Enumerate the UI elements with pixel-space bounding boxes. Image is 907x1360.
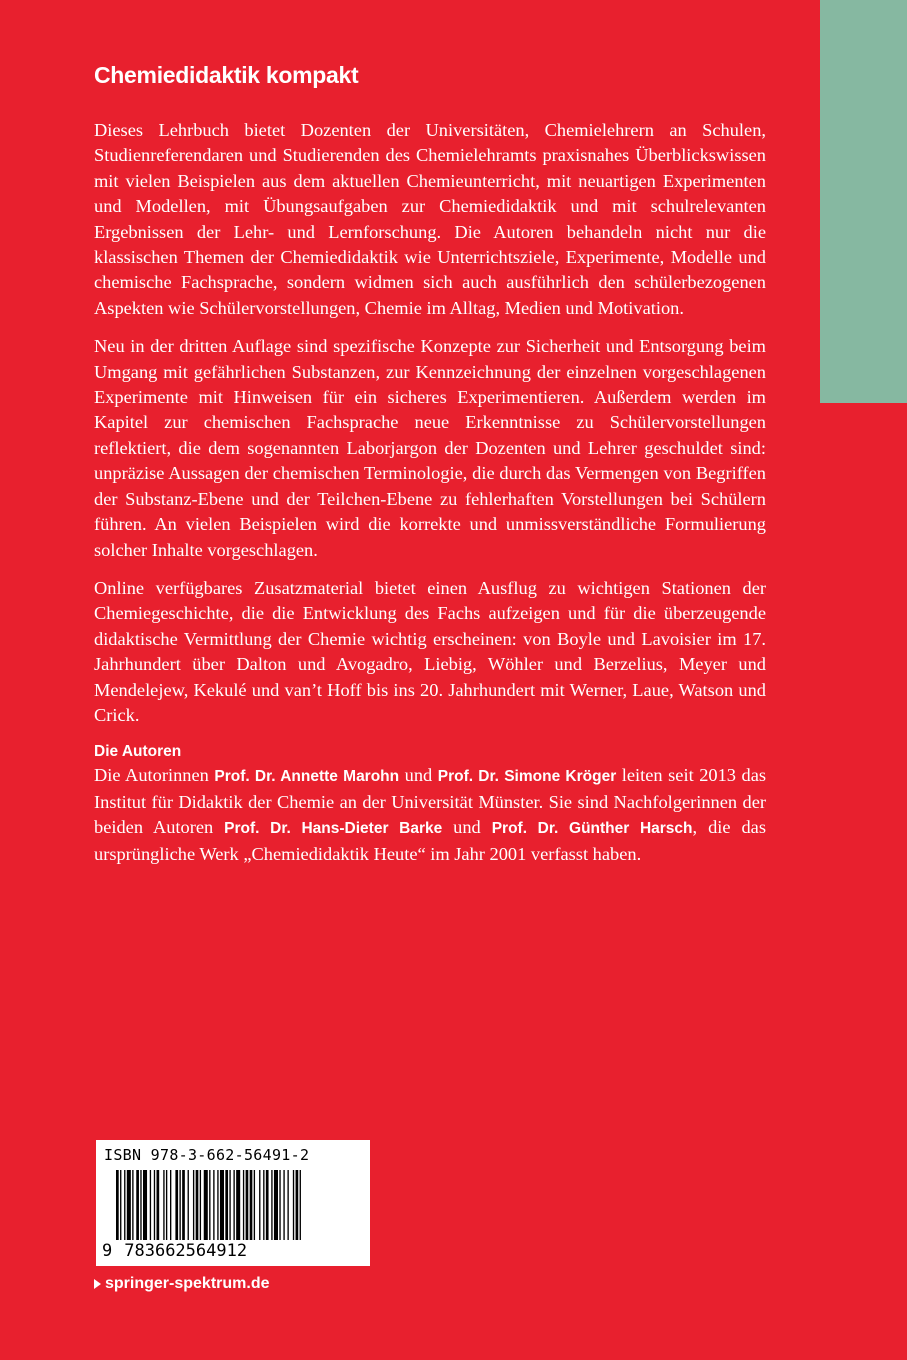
barcode-bar [204,1170,208,1240]
barcode-bar [287,1170,288,1240]
barcode-bar [182,1170,185,1240]
publisher-url: springer-spektrum.de [105,1275,270,1292]
barcode-bar [213,1170,214,1240]
barcode-bars [116,1170,362,1240]
barcode-bar [263,1170,264,1240]
author-name: Prof. Dr. Annette Marohn [214,768,400,786]
authors-text: Die Autorinnen [94,765,215,786]
barcode-bar [170,1170,171,1240]
barcode-bar [150,1170,151,1240]
barcode-bar [136,1170,139,1240]
author-name: Prof. Dr. Simone Kröger [437,768,617,786]
barcode-bar [300,1170,301,1240]
barcode-bar [236,1170,240,1240]
back-cover-title: Chemiedidaktik kompakt [94,62,359,88]
authors-text: leiten seit 2013 das Institut für Didaktik der Chemie an der Universität Münster. Sie sind Nachfolgerinnen der beiden Autoren [94,765,767,838]
barcode-bar [250,1170,253,1240]
barcode-lead-digit: 9 [102,1241,113,1261]
barcode-bar [166,1170,167,1240]
barcode-bar [259,1170,260,1240]
barcode-bar [233,1170,234,1240]
barcode-bar [157,1170,160,1240]
barcode-bar [116,1170,119,1240]
barcode-digits [102,1241,247,1261]
barcode-bar [283,1170,284,1240]
isbn-barcode [96,1140,370,1266]
barcode-bar [293,1170,294,1240]
barcode-bar [274,1170,278,1240]
barcode-digit-group: 783662564912 [124,1241,248,1261]
barcode-bar [140,1170,141,1240]
barcode-bar [154,1170,155,1240]
isbn-label: ISBN 978-3-662-56491-2 [104,1146,310,1164]
barcode-bar [179,1170,180,1240]
barcode-bar [188,1170,189,1240]
author-name: Prof. Dr. Günther Harsch [491,820,693,838]
barcode-bar [124,1170,125,1240]
authors-text: , die das ursprüngliche Werk „Chemiedidaktik Heute“ im Jahr 2001 verfasst haben. [94,817,766,864]
barcode-bar [220,1170,224,1240]
barcode-bar [143,1170,147,1240]
barcode-bar [127,1170,131,1240]
author-name: Prof. Dr. Hans-Dieter Barke [224,820,443,838]
barcode-bar [200,1170,201,1240]
barcode-bar [266,1170,269,1240]
barcode-bar [209,1170,210,1240]
authors-text: und [399,765,438,786]
paragraph-third-edition: Neu in der dritten Auflage sind spezifische Konzepte zur Sicherheit und Entsorgung beim Umgang mit gefährlichen Substanzen, zur Kennzeichnung der einzelnen vorgeschlagenen Experimente mit Hinweisen für ein sicheres Experimentieren. Außerdem werden im Kapitel zur chemischen Fachsprache neue Erkenntnisse zu Schülervorstellungen reflektiert, die dem sogenannten Laborjargon der Dozenten und Lehrer geschuldet sind: unpräzise Aussagen der chemischen Terminologie, die durch das Vermengen von Begriffen der Substanz-Ebene und der Teilchen-Ebene zu fehlerhaften Vorstellungen bei Schülern führen. An vielen Beispielen wird die korrekte und unmissverständliche Formulierung solcher Inhalte vorgeschlagen. [94,336,766,560]
barcode-bar [196,1170,199,1240]
barcode-bar [132,1170,133,1240]
authors-paragraph [94,763,766,867]
barcode-bar [279,1170,280,1240]
barcode-bar [217,1170,218,1240]
barcode-bar [254,1170,255,1240]
barcode-bar [243,1170,244,1240]
description-text [94,118,766,867]
barcode-bar [225,1170,228,1240]
barcode-bar [163,1170,164,1240]
barcode-bar [193,1170,194,1240]
barcode-bar [175,1170,178,1240]
side-color-strip [820,0,907,403]
authors-heading: Die Autoren [94,743,182,761]
paragraph-intro: Dieses Lehrbuch bietet Dozenten der Universitäten, Chemielehrern an Schulen, Studienreferendaren und Studierenden des Chemielehramts praxisnahes Überblickswissen mit vielen Beispielen aus dem aktuellen Chemieunterricht, mit neuartigen Experimenten und Modellen, mit Übungsaufgaben zur Chemiedidaktik und mit schulrelevanten Ergebnissen der Lehr- und Lernforschung. Die Autoren behandeln nicht nur die klassischen Themen der Chemiedidaktik wie Unterrichtsziele, Experimente, Modelle und chemische Fachsprache, sondern widmen sich auch ausführlich den schülerbezogenen Aspekten wie Schülervorstellungen, Chemie im Alltag, Medien und Motivation. [94,120,766,318]
barcode-bar [246,1170,249,1240]
barcode-bar [229,1170,230,1240]
barcode-bar [296,1170,299,1240]
barcode-bar [120,1170,121,1240]
paragraph-online-material: Online verfügbares Zusatzmaterial bietet einen Ausflug zu wichtigen Stationen der Chemiegeschichte, die die Entwicklung des Fachs aufzeigen und für die überzeugende didaktische Vermittlung der Chemie wichtig erscheinen: von Boyle und Lavoisier im 17. Jahrhundert über Dalton und Avogadro, Liebig, Wöhler und Berzelius, Meyer und Mendelejew, Kekulé und van’t Hoff bis ins 20. Jahrhundert mit Werner, Laue, Watson und Crick. [94,577,766,725]
barcode-bar [271,1170,272,1240]
arrow-right-icon [94,1279,101,1289]
publisher-link[interactable] [94,1275,269,1293]
authors-text: und [442,817,492,838]
